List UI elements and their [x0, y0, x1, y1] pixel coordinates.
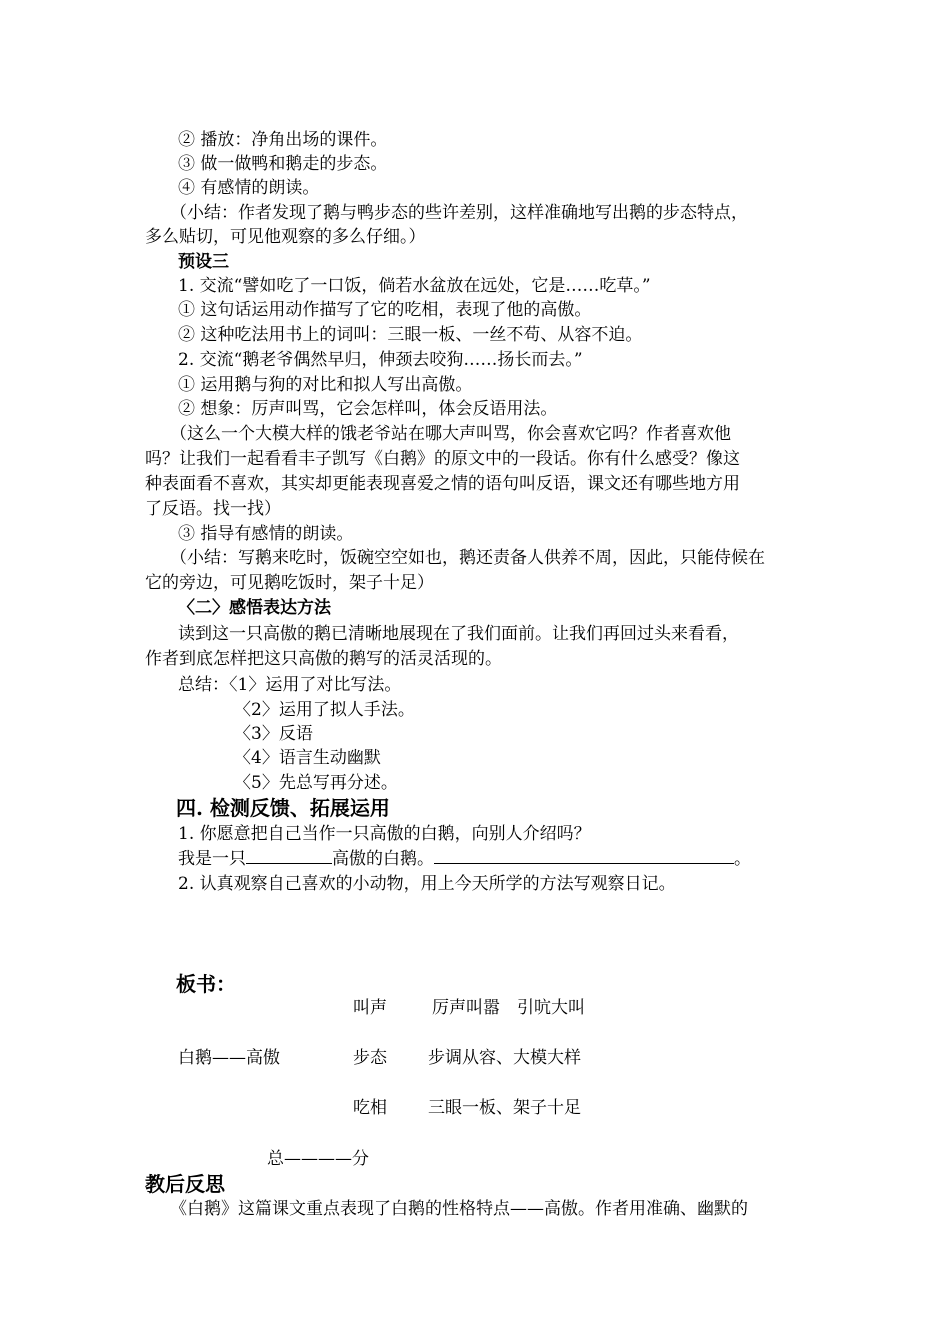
- answer-blank[interactable]: [246, 847, 332, 864]
- paragraph-line: 了反语。找一找）: [145, 499, 281, 519]
- paragraph-line: 吗？让我们一起看看丰子凯写《白鹅》的原文中的一段话。你有什么感受？像这: [145, 449, 740, 469]
- fill-in-line: [178, 847, 751, 871]
- board-words: 步调从容、大模大样: [428, 1048, 581, 1068]
- board-words: 三眼一板、架子十足: [428, 1098, 581, 1118]
- summary-item: 总结：〈1〉运用了对比写法。: [178, 675, 402, 695]
- board-footer: 总————分: [267, 1149, 369, 1169]
- paragraph-line: 读到这一只高傲的鹅已清晰地展现在了我们面前。让我们再回过头来看看，: [178, 624, 739, 644]
- text-line: ② 想象：厉声叫骂，它会怎样叫，体会反语用法。: [178, 399, 558, 419]
- paragraph-line: 种表面看不喜欢，其实却更能表现喜爱之情的语句叫反语，课文还有哪些地方用: [145, 474, 740, 494]
- board-words: 厉声叫嚣 引吭大叫: [432, 998, 585, 1018]
- summary-item: 〈5〉先总写再分述。: [234, 773, 398, 793]
- paragraph-line: 作者到底怎样把这只高傲的鹅写的活灵活现的。: [145, 649, 502, 669]
- section-heading: 预设三: [178, 252, 229, 272]
- text-line: ③ 做一做鸭和鹅走的步态。: [178, 154, 388, 174]
- text-line: ④ 有感情的朗读。: [178, 178, 320, 198]
- text-line: ① 这句话运用动作描写了它的吃相，表现了他的高傲。: [178, 300, 592, 320]
- summary-item: 〈4〉语言生动幽默: [234, 748, 381, 768]
- section-heading: 〈二〉感悟表达方法: [178, 598, 331, 618]
- summary-line: （小结：写鹅来吃时，饭碗空空如也，鹅还责备人供养不周，因此，只能侍候在: [170, 548, 765, 568]
- board-root: 白鹅——高傲: [178, 1048, 280, 1068]
- board-label: 吃相: [353, 1098, 387, 1118]
- answer-blank[interactable]: [434, 847, 734, 864]
- text-line: 1. 交流“譬如吃了一口饭，倘若水盆放在远处，它是……吃草。”: [178, 276, 651, 296]
- text-line: 2. 认真观察自己喜欢的小动物，用上今天所学的方法写观察日记。: [178, 874, 676, 894]
- fill-in-end: 。: [734, 849, 751, 869]
- text-line: 1. 你愿意把自己当作一只高傲的白鹅，向别人介绍吗？: [178, 824, 591, 844]
- board-label: 步态: [353, 1048, 387, 1068]
- summary-line: 它的旁边，可见鹅吃饭时，架子十足）: [145, 573, 434, 593]
- reflection-title: 教后反思: [145, 1172, 225, 1196]
- board-label: 叫声: [353, 998, 387, 1018]
- summary-line: （小结：作者发现了鹅与鸭步态的些许差别，这样准确地写出鹅的步态特点，: [170, 203, 748, 223]
- fill-in-middle: 高傲的白鹅。: [332, 849, 434, 869]
- paragraph-line: （这么一个大模大样的饿老爷站在哪大声叫骂，你会喜欢它吗？作者喜欢他: [170, 424, 731, 444]
- section-title: 四. 检测反馈、拓展运用: [176, 796, 390, 820]
- summary-line: 多么贴切，可见他观察的多么仔细。）: [145, 227, 426, 247]
- summary-item: 〈2〉运用了拟人手法。: [234, 700, 415, 720]
- text-line: ③ 指导有感情的朗读。: [178, 524, 354, 544]
- fill-in-prefix: 我是一只: [178, 849, 246, 869]
- board-title: 板书：: [176, 972, 236, 996]
- text-line: ① 运用鹅与狗的对比和拟人写出高傲。: [178, 375, 473, 395]
- summary-item: 〈3〉反语: [234, 724, 313, 744]
- text-line: ② 这种吃法用书上的词叫：三眼一板、一丝不苟、从容不迫。: [178, 325, 643, 345]
- reflection-text: 《白鹅》这篇课文重点表现了白鹅的性格特点——高傲。作者用准确、幽默的: [170, 1199, 748, 1219]
- text-line: 2. 交流“鹅老爷偶然早归，伸颈去咬狗……扬长而去。”: [178, 350, 583, 370]
- text-line: ② 播放：净角出场的课件。: [178, 130, 388, 150]
